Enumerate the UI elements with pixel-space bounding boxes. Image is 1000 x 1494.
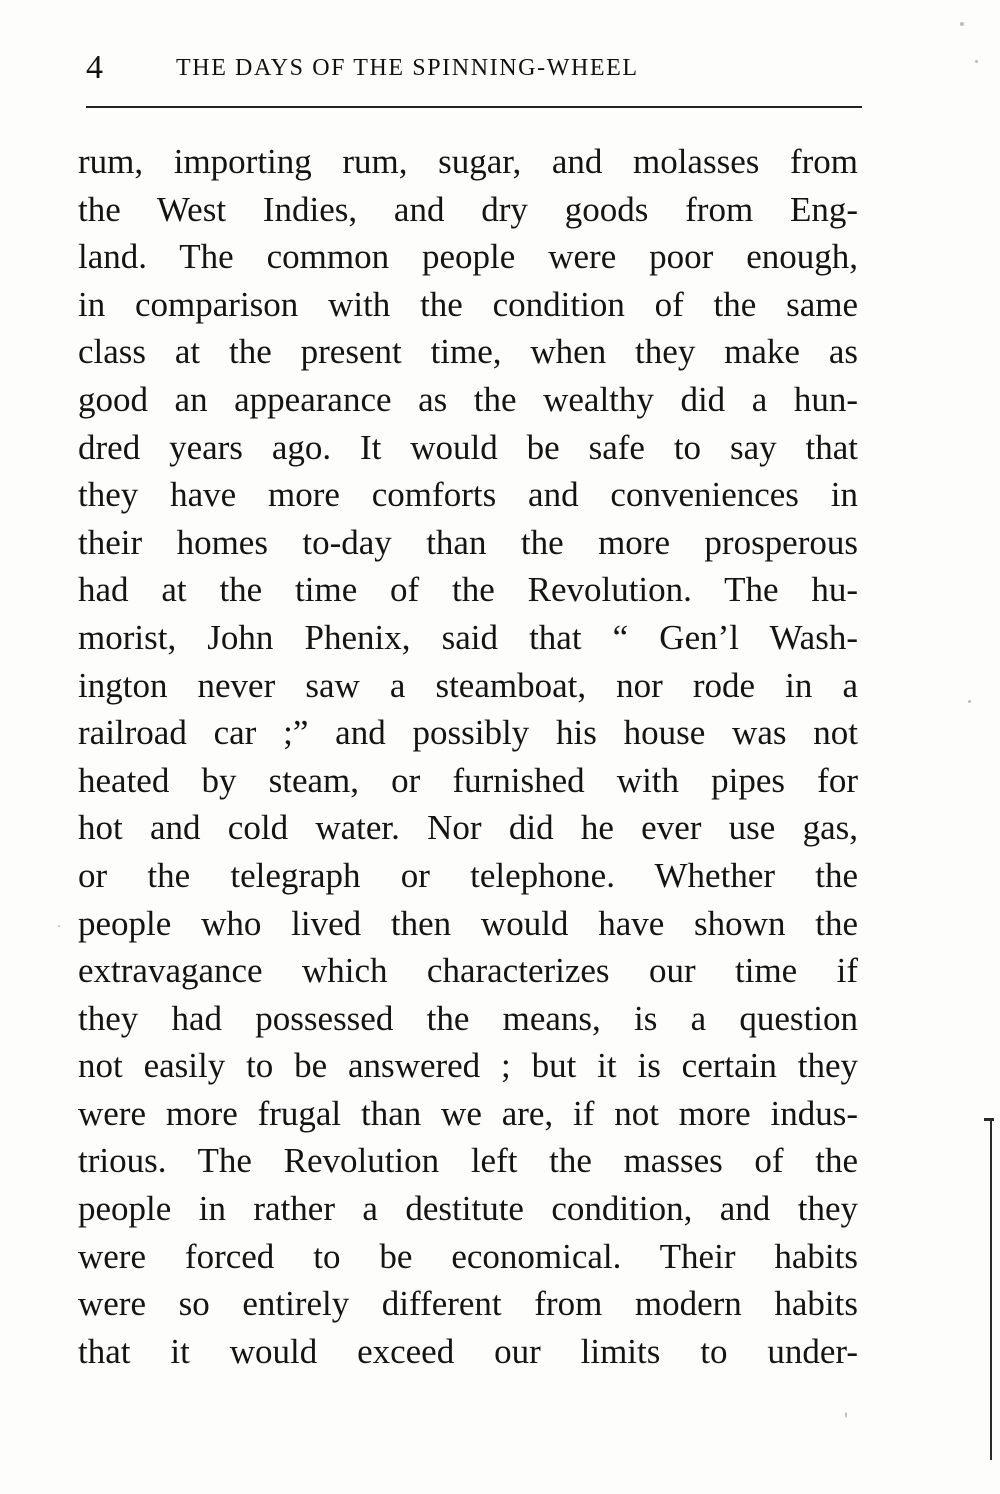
scan-speck — [968, 700, 971, 703]
text-line: rum, importing rum, sugar, and molasses from — [78, 142, 858, 181]
text-line: were forced to be economical. Their habits — [78, 1236, 858, 1276]
text-line: class at the present time, when they make as — [78, 332, 858, 372]
scan-edge-mark — [984, 1118, 994, 1121]
text-line: morist, John Phenix, said that “ Gen’l Wash- — [78, 617, 858, 657]
scan-speck — [960, 22, 964, 26]
text-line: land. The common people were poor enough, — [78, 237, 858, 277]
text-line: heated by steam, or furnished with pipes for — [78, 760, 858, 800]
header-rule — [86, 106, 862, 108]
text-line: their homes to-day than the more prosperous — [78, 522, 858, 562]
text-line: were more frugal than we are, if not more indus- — [78, 1093, 858, 1133]
text-line: not easily to be answered ; but it is certain they — [78, 1046, 858, 1086]
body-text — [78, 138, 858, 1375]
text-line: good an appearance as the wealthy did a hun- — [78, 379, 858, 419]
text-line: that it would exceed our limits to under- — [78, 1331, 858, 1371]
text-line: were so entirely different from modern habits — [78, 1284, 858, 1324]
running-title: THE DAYS OF THE SPINNING-WHEEL — [176, 55, 639, 81]
text-line: dred years ago. It would be safe to say that — [78, 427, 858, 467]
text-line: hot and cold water. Nor did he ever use gas, — [78, 808, 858, 848]
text-line: had at the time of the Revolution. The hu- — [78, 570, 858, 610]
text-line: in comparison with the condition of the same — [78, 284, 858, 324]
text-line: ington never saw a steamboat, nor rode in a — [78, 665, 858, 705]
text-line: people in rather a destitute condition, and they — [78, 1189, 858, 1229]
page-header — [84, 48, 862, 88]
text-line: or the telegraph or telephone. Whether the — [78, 855, 858, 895]
text-line: the West Indies, and dry goods from Eng- — [78, 189, 858, 229]
scan-speck — [58, 925, 60, 927]
scan-edge-line — [990, 1120, 992, 1460]
text-line: people who lived then would have shown the — [78, 903, 858, 943]
text-line: railroad car ;” and possibly his house was not — [78, 713, 858, 753]
text-line: trious. The Revolution left the masses of the — [78, 1141, 858, 1181]
page-number: 4 — [86, 49, 103, 86]
text-line: they had possessed the means, is a question — [78, 998, 858, 1038]
text-line: extravagance which characterizes our time if — [78, 951, 858, 991]
scan-speck — [975, 60, 978, 63]
text-line: they have more comforts and conveniences in — [78, 475, 858, 515]
scan-speck — [845, 1412, 847, 1418]
